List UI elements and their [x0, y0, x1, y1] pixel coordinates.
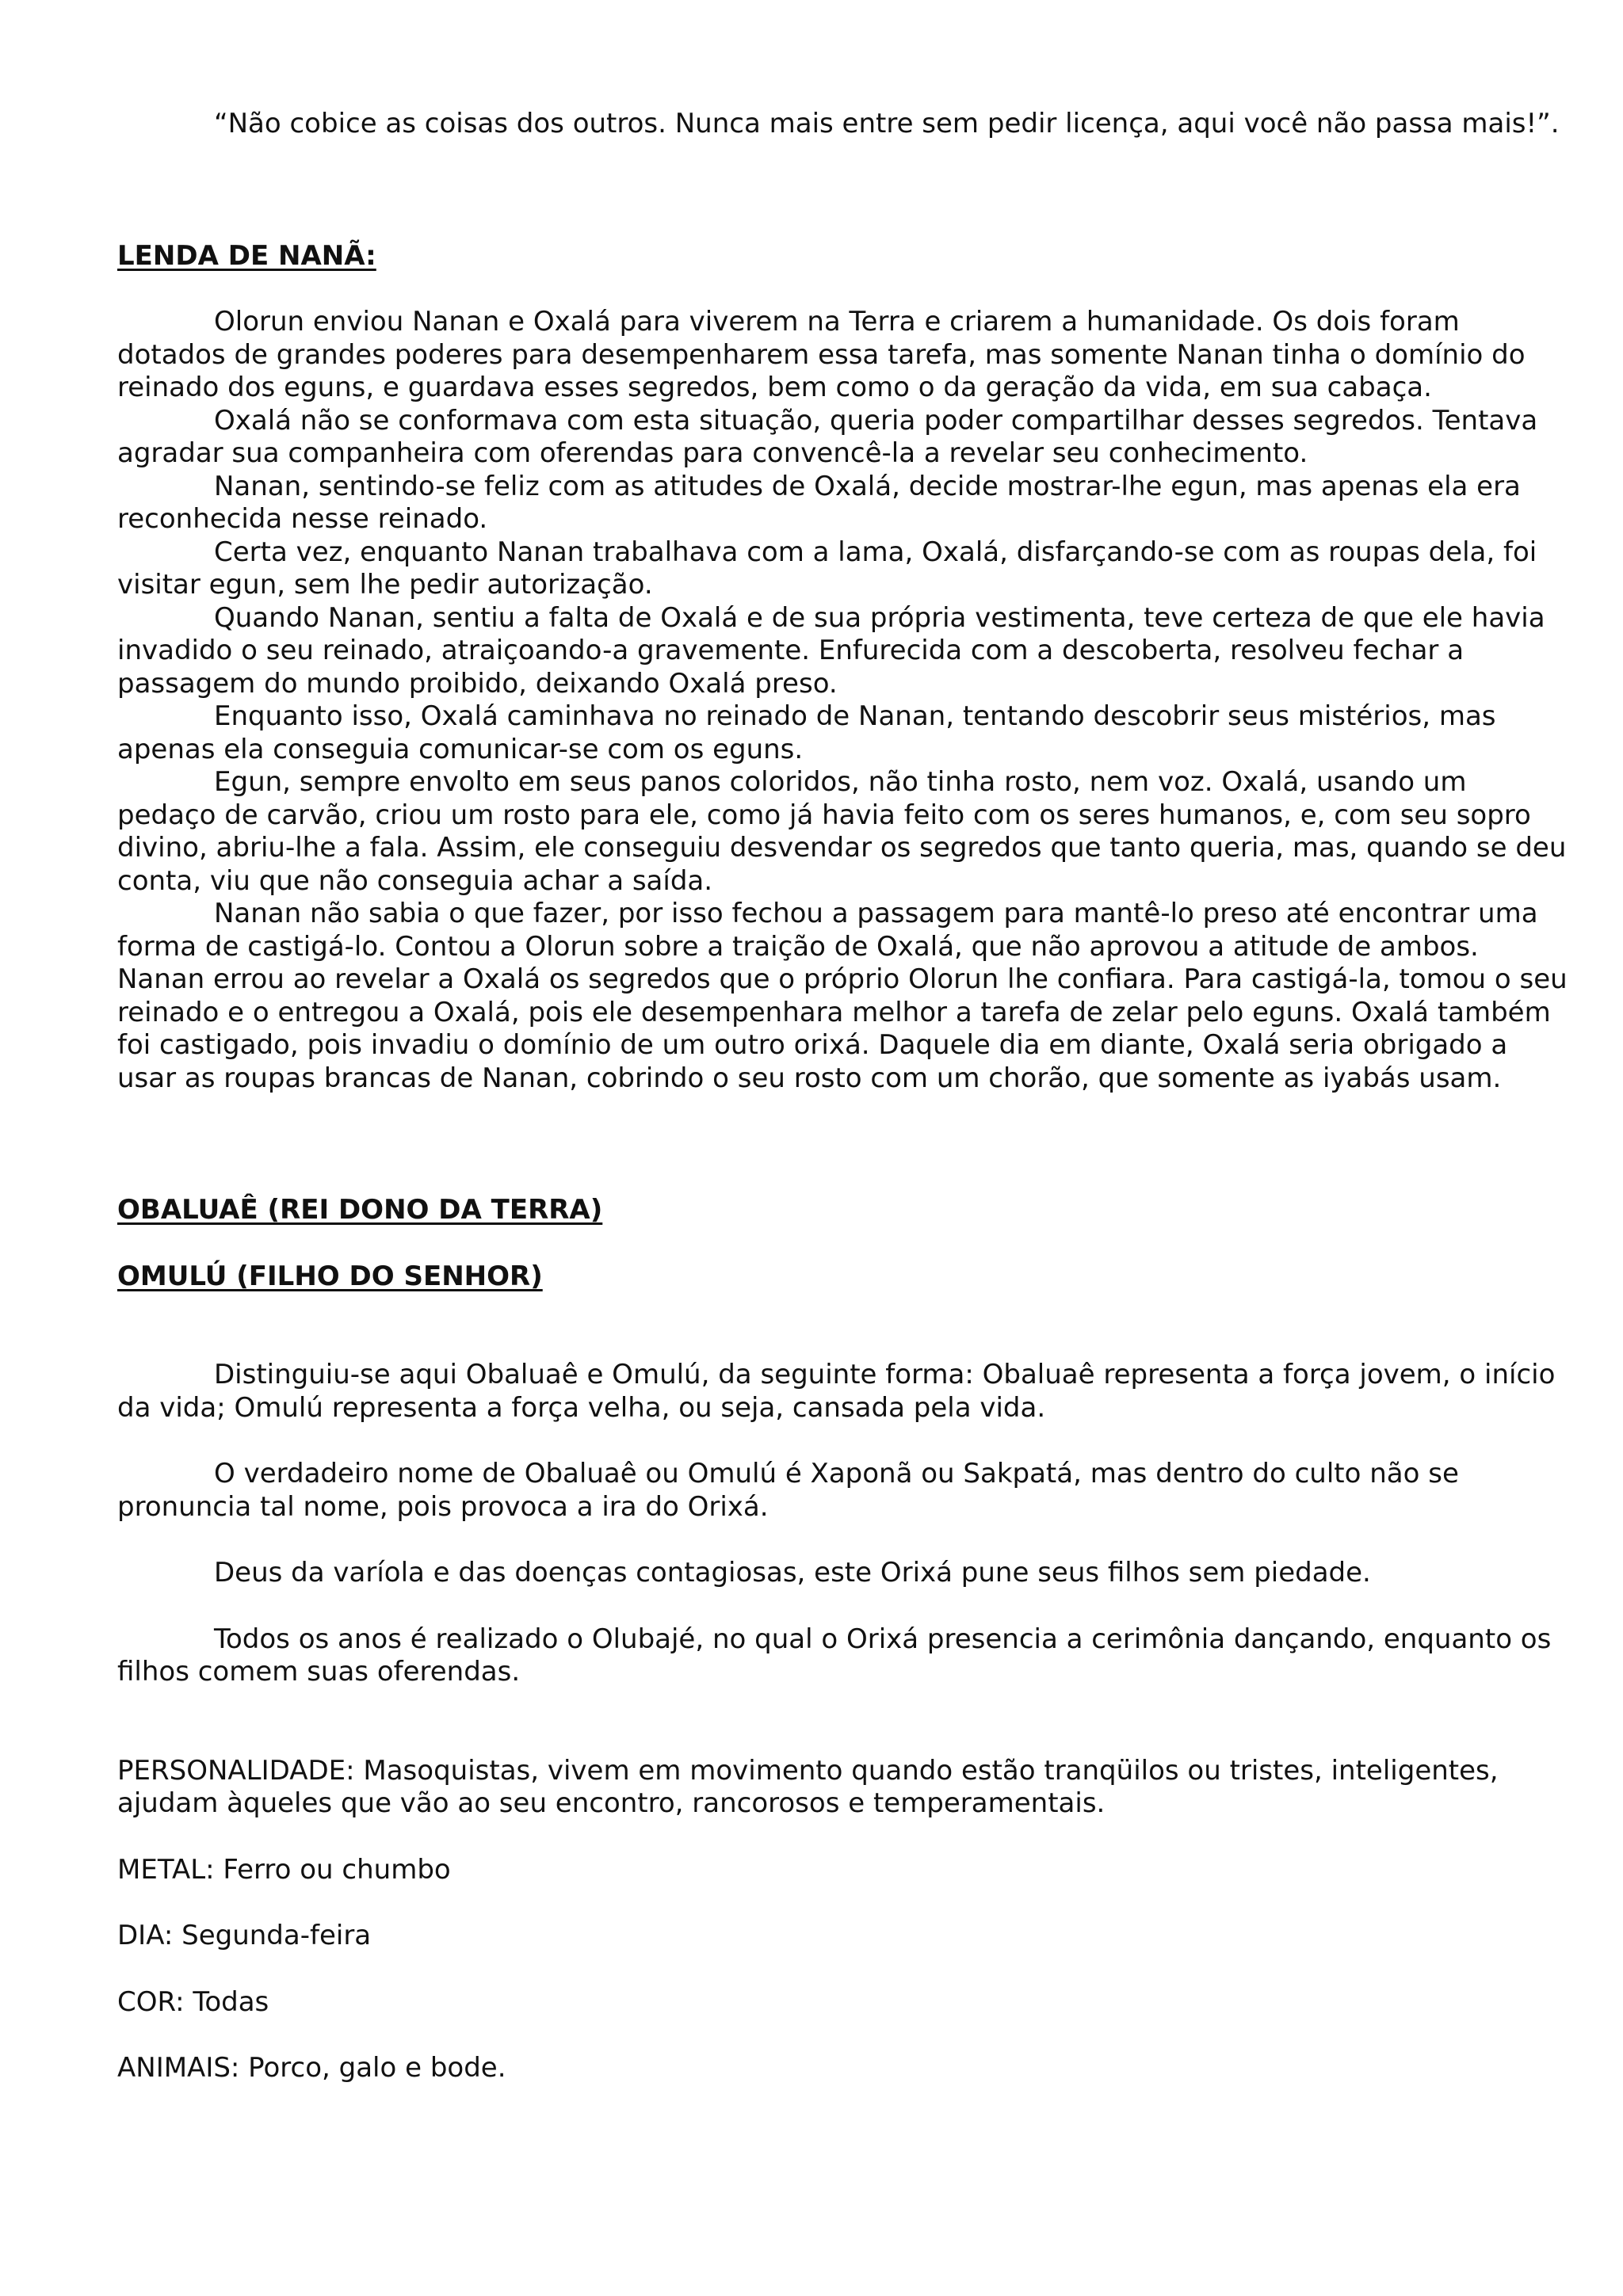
- attribute-dia: DIA: Segunda-feira: [117, 1920, 372, 1951]
- document-page: [117, 108, 1568, 2085]
- nana-paragraph: Nanan não sabia o que fazer, por isso fechou a passagem para mantê-lo preso até encontrar uma forma de castigá-lo. Contou a Olorun sobre a traição de Oxalá, que não aprovou a atitude de ambos. Nanan errou ao revelar a Oxalá os segredos que o próprio Olorun lhe confiara. Para castigá-la, tomou o seu reinado e o entregou a Oxalá, pois ele desempenhara melhor a tarefa de zelar pelo eguns. Oxalá também foi castigado, pois invadiu o domínio de um outro orixá. Daquele dia em diante, Oxalá seria obrigado a usar as roupas brancas de Nanan, cobrindo o seu rosto com um chorão, que somente as iyabás usam.: [117, 898, 1568, 1094]
- heading-lenda-de-nana: LENDA DE NANÃ:: [117, 239, 376, 272]
- nana-paragraph: Quando Nanan, sentiu a falta de Oxalá e de sua própria vestimenta, teve certeza de que ele havia invadido o seu reinado, atraiçoando-a gravemente. Enfurecida com a descoberta, resolveu fechar a passagem do mundo proibido, deixando Oxalá preso.: [117, 601, 1545, 700]
- heading-omulu: OMULÚ (FILHO DO SENHOR): [117, 1260, 543, 1292]
- obaluae-paragraph: Todos os anos é realizado o Olubajé, no qual o Orixá presencia a cerimônia dançando, enquanto os filhos comem suas oferendas.: [117, 1623, 1552, 1688]
- nana-paragraph: Nanan, sentindo-se feliz com as atitudes de Oxalá, decide mostrar-lhe egun, mas apenas ela era reconhecida nesse reinado.: [117, 470, 1521, 535]
- nana-paragraph: Enquanto isso, Oxalá caminhava no reinado de Nanan, tentando descobrir seus mistérios, mas apenas ela conseguia comunicar-se com os eguns.: [117, 700, 1496, 765]
- attribute-metal: METAL: Ferro ou chumbo: [117, 1853, 451, 1886]
- nana-paragraph: Olorun enviou Nanan e Oxalá para viverem na Terra e criarem a humanidade. Os dois foram dotados de grandes poderes para desempenharem essa tarefa, mas somente Nanan tinha o domínio do reinado dos eguns, e guardava esses segredos, bem como o da geração da vida, em sua cabaça.: [117, 306, 1526, 403]
- nana-paragraph: Oxalá não se conformava com esta situação, queria poder compartilhar desses segredos. Tentava agradar sua companheira com oferendas para convencê-la a revelar seu conhecimento.: [117, 404, 1538, 469]
- obaluae-paragraph: Deus da varíola e das doenças contagiosas, este Orixá pune seus filhos sem piedade.: [214, 1557, 1371, 1589]
- heading-obaluae: OBALUAÊ (REI DONO DA TERRA): [117, 1194, 603, 1226]
- attribute-cor: COR: Todas: [117, 1985, 269, 2018]
- obaluae-paragraph: Distinguiu-se aqui Obaluaê e Omulú, da seguinte forma: Obaluaê representa a força jovem, o início da vida; Omulú representa a força velha, ou seja, cansada pela vida.: [117, 1359, 1556, 1424]
- obaluae-paragraph: O verdadeiro nome de Obaluaê ou Omulú é Xaponã ou Sakpatá, mas dentro do culto não se pronuncia tal nome, pois provoca a ira do Orixá.: [117, 1458, 1459, 1523]
- nana-paragraph: Egun, sempre envolto em seus panos coloridos, não tinha rosto, nem voz. Oxalá, usando um pedaço de carvão, criou um rosto para ele, como já havia feito com os seres humanos, e, com seu sopro divino, abriu-lhe a fala. Assim, ele conseguiu desvendar os segredos que tanto queria, mas, quando se deu conta, viu que não conseguia achar a saída.: [117, 766, 1567, 897]
- attribute-animais: ANIMAIS: Porco, galo e bode.: [117, 2052, 506, 2084]
- attribute-personalidade: PERSONALIDADE: Masoquistas, vivem em movimento quando estão tranqüilos ou tristes, inteligentes, ajudam àqueles que vão ao seu encontro, rancorosos e temperamentais.: [117, 1754, 1499, 1819]
- intro-quote: “Não cobice as coisas dos outros. Nunca mais entre sem pedir licença, aqui você não passa mais!”.: [214, 108, 1560, 139]
- nana-paragraph: Certa vez, enquanto Nanan trabalhava com a lama, Oxalá, disfarçando-se com as roupas dela, foi visitar egun, sem lhe pedir autorização.: [117, 536, 1537, 601]
- lenda-de-nana-body: [117, 306, 1568, 1095]
